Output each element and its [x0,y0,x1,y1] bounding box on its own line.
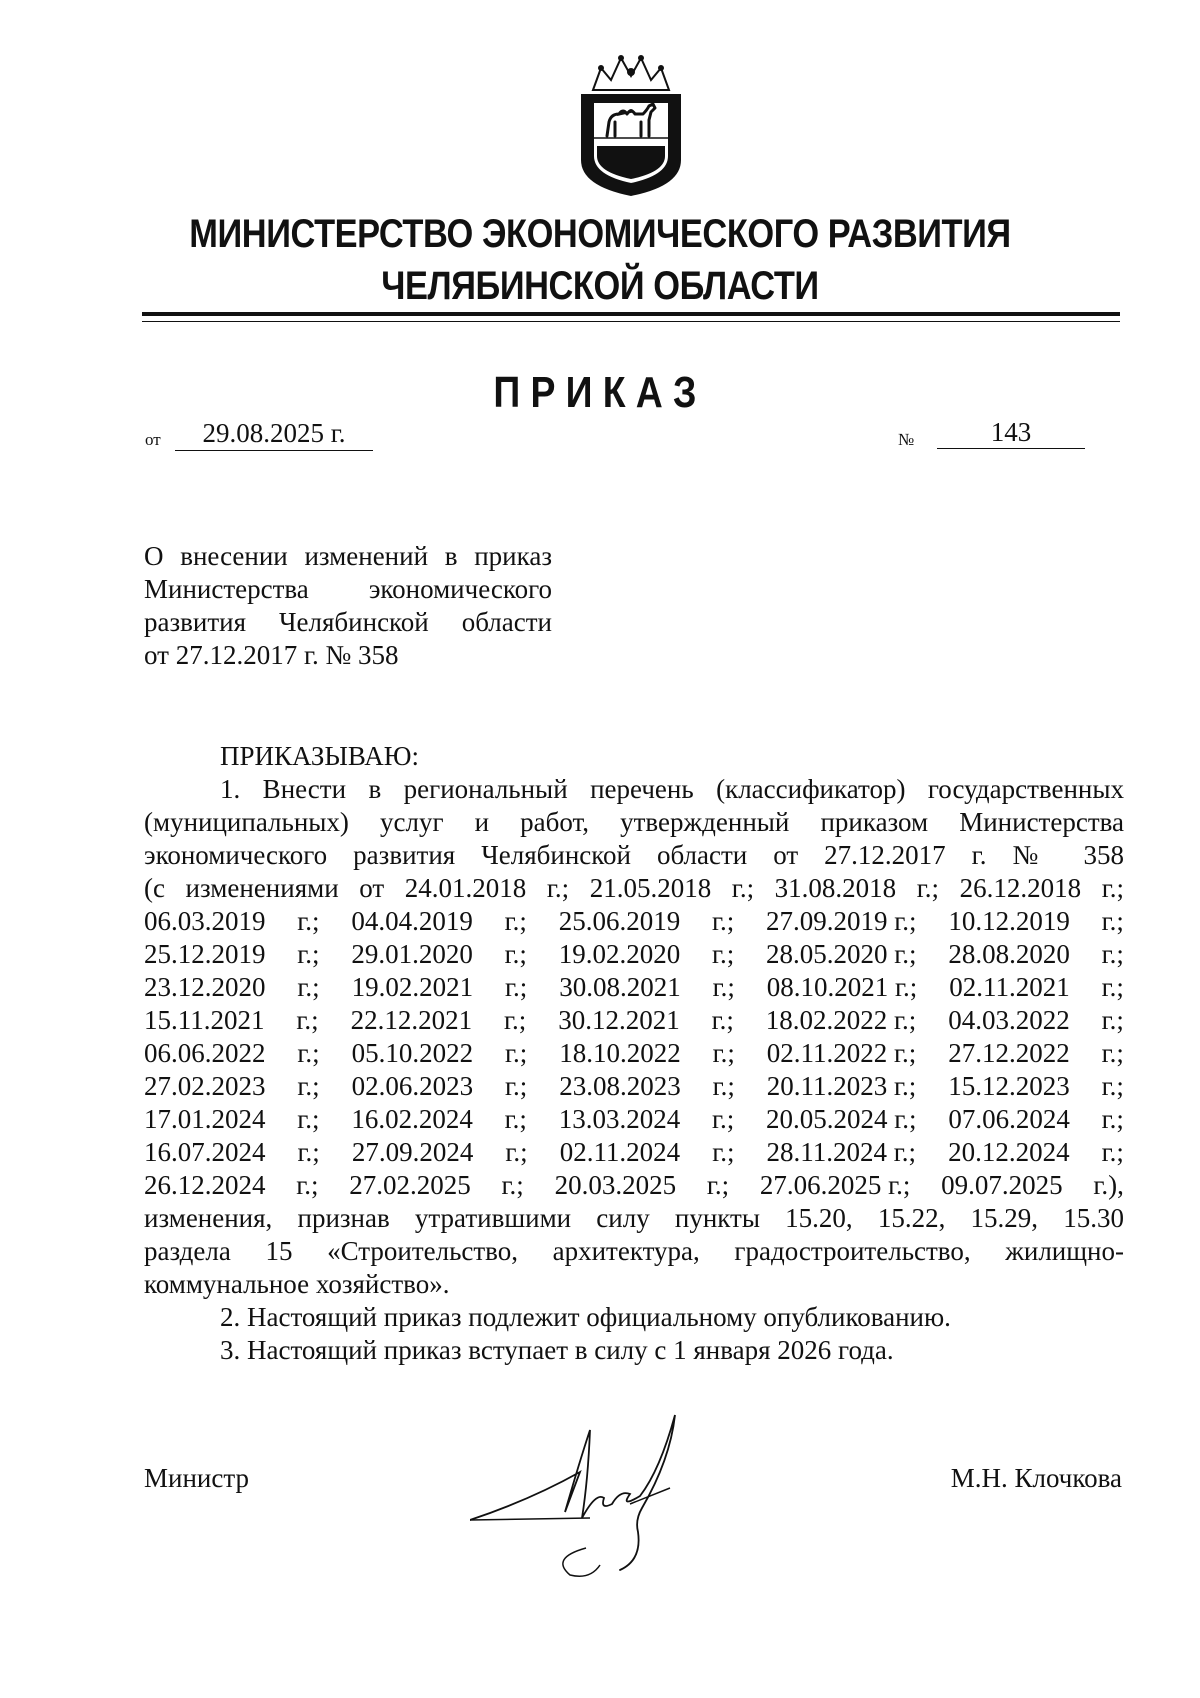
amendment-date-token: г.; [1101,1104,1124,1134]
amendment-date-token: 17.01.2024 [144,1104,266,1134]
amendment-date-token: 20.05.2024 г.; [766,1104,917,1134]
amendment-date-token: 23.12.2020 [144,972,266,1002]
amendment-date-token: 09.07.2025 [941,1170,1063,1200]
amendment-date-token: 27.12.2022 [948,1038,1070,1068]
paragraph-line: (с изменениями от 24.01.2018 г.; 21.05.2018 г.; 31.08.2018 г.; 26.12.2018 г.; [144,873,1124,903]
amendment-date-token: 13.03.2024 [558,1104,681,1134]
amendment-date-token: г.; [501,1170,524,1200]
amendment-dates-row [144,1004,1124,1037]
amendment-date-token: г.; [711,906,735,936]
amendment-date-token: 27.02.2025 [349,1170,471,1200]
amendment-dates-row [144,1103,1124,1136]
amendment-date-token: 27.09.2024 [351,1137,474,1167]
paragraph-line: (муниципальных) услуг и работ, утвержденный приказом Министерства [144,807,1124,837]
amendment-date-token: г.; [1101,939,1124,969]
amendment-date-token: 25.12.2019 [144,939,266,969]
amendment-date-token: 04.04.2019 [351,906,473,936]
amendment-date-token: 08.10.2021 г.; [766,972,918,1002]
amendment-date-token: 16.07.2024 [144,1137,266,1167]
amendment-date-token: 20.11.2023 г.; [766,1071,917,1101]
date-label: от [145,430,161,449]
amendment-date-token: 28.11.2024 г.; [766,1137,917,1167]
amendment-dates-row [144,1037,1124,1070]
amendment-date-token: 30.08.2021 [559,972,681,1002]
amendment-date-token: 06.03.2019 [144,906,266,936]
amendment-date-token: г.; [1101,906,1124,936]
amendment-date-token: г.; [711,1104,735,1134]
amendment-date-token: 19.02.2020 [558,939,681,969]
amendment-date-token: 15.12.2023 [948,1071,1070,1101]
paragraph-line: изменения, признав утратившими силу пункты 15.20, 15.22, 15.29, 15.30 [144,1203,1124,1233]
amendment-date-token: 02.11.2021 [949,972,1070,1002]
amendment-dates-row [144,971,1124,1004]
number-label: № [898,430,915,449]
amendment-date-token: 27.02.2023 [144,1071,266,1101]
amendment-date-token: 18.10.2022 [559,1038,681,1068]
amendment-date-token: 23.08.2023 [559,1071,681,1101]
amendment-date-token: г.; [296,1005,319,1035]
handwritten-signature [470,1400,730,1600]
amendment-date-token: г.; [504,1104,527,1134]
header-divider-thin [142,321,1120,322]
document-body [144,740,1124,1367]
amendment-date-token: 28.08.2020 [948,939,1070,969]
subject-line: Министерства экономического [144,574,552,604]
document-subject [144,540,552,672]
amendment-date-token: г.; [505,1038,528,1068]
paragraph-line: раздела 15 «Строительство, архитектура, градостроительство, жилищно- [144,1236,1124,1266]
amendment-date-token: г.; [296,1170,319,1200]
amendment-date-token: г.), [1093,1170,1124,1200]
amendment-date-token: 06.06.2022 [144,1038,266,1068]
signer-name: М.Н. Клочкова [950,1463,1122,1493]
subject-line: развития Челябинской области [144,607,552,637]
ministry-name-line2: ЧЕЛЯБИНСКОЙ ОБЛАСТИ [381,264,819,308]
amendment-date-token: г.; [706,1170,730,1200]
subject-line: от 27.12.2017 г. № 358 [144,640,399,670]
amendment-date-token: г.; [297,1104,320,1134]
amendment-date-token: 02.11.2022 г.; [766,1038,917,1068]
amendment-date-token: 16.02.2024 [351,1104,473,1134]
amendment-date-token: 19.02.2021 [351,972,474,1002]
amendment-date-token: г.; [297,939,320,969]
amendment-dates-row [144,905,1124,938]
amendment-date-token: 27.09.2019 г.; [766,906,917,936]
amendment-date-token: 28.05.2020 г.; [766,939,917,969]
paragraph-2: 2. Настоящий приказ подлежит официальному опубликованию. [220,1302,951,1332]
amendment-date-token: г.; [505,1071,528,1101]
amendment-date-token: г.; [297,1071,320,1101]
amendment-date-token: 20.12.2024 [948,1137,1070,1167]
amendment-date-token: г.; [505,972,528,1002]
amendment-dates-row [144,1136,1124,1169]
amendment-date-token: г.; [1101,1071,1124,1101]
amendment-date-token: 20.03.2025 [554,1170,677,1200]
amendment-date-token: 02.06.2023 [351,1071,474,1101]
amendment-date-token: г.; [711,939,735,969]
amendment-date-token: г.; [297,1038,320,1068]
amendment-date-token: 22.12.2021 [350,1005,473,1035]
amendment-date-token: 10.12.2019 [948,906,1070,936]
paragraph-3: 3. Настоящий приказ вступает в силу с 1 января 2026 года. [220,1335,894,1365]
ministry-name [170,208,1030,312]
amendment-date-token: 05.10.2022 [351,1038,474,1068]
amendment-date-token: 26.12.2024 [144,1170,266,1200]
order-word: ПРИКАЗЫВАЮ: [220,741,419,771]
amendment-date-token: г.; [1101,972,1124,1002]
amendment-date-token: г.; [504,939,527,969]
amendment-date-token: 27.06.2025 г.; [759,1170,911,1200]
amendment-date-token: 18.02.2022 г.; [765,1005,917,1035]
amendment-date-token: г.; [297,1137,320,1167]
amendment-date-token: г.; [712,1137,735,1167]
subject-line: О внесении изменений в приказ [144,541,552,571]
paragraph-1 [144,773,1124,1301]
document-type-title: ПРИКАЗ [493,368,707,417]
amendment-date-token: 29.01.2020 [351,939,473,969]
signer-position: Министр [144,1463,249,1493]
amendment-dates-row [144,938,1124,971]
amendment-date-token: г.; [297,906,320,936]
amendment-dates-row [144,1070,1124,1103]
document-date: 29.08.2025 г. [175,418,373,451]
amendment-date-token: г.; [504,906,527,936]
amendment-date-token: 07.06.2024 [948,1104,1070,1134]
amendment-date-token: г.; [297,972,320,1002]
amendment-date-token: г.; [712,1038,735,1068]
amendment-date-token: г.; [712,1071,735,1101]
paragraph-line: 1. Внести в региональный перечень (классификатор) государственных [220,774,1124,804]
amendment-date-token: г.; [711,1005,734,1035]
paragraph-line: экономического развития Челябинской области от 27.12.2017 г. № 358 [144,840,1124,870]
document-number: 143 [937,417,1085,449]
amendment-date-token: 30.12.2021 [558,1005,680,1035]
amendment-date-token: г.; [1101,1005,1124,1035]
amendment-date-token: г.; [1101,1038,1124,1068]
amendment-date-token: г.; [504,1005,527,1035]
amendment-dates-row [144,1169,1124,1202]
amendment-date-token: 02.11.2024 [559,1137,681,1167]
header-divider-thick [142,312,1120,316]
amendment-date-token: г.; [1101,1137,1124,1167]
amendment-date-token: г.; [712,972,735,1002]
amendment-date-token: 25.06.2019 [558,906,681,936]
amendment-date-token: 04.03.2022 [948,1005,1070,1035]
ministry-name-line1: МИНИСТЕРСТВО ЭКОНОМИЧЕСКОГО РАЗВИТИЯ [189,212,1011,256]
amendment-date-token: г.; [505,1137,528,1167]
coat-of-arms-emblem [571,50,691,198]
paragraph-line: коммунальное хозяйство». [144,1269,450,1299]
amendment-date-token: 15.11.2021 [144,1005,265,1035]
amendment-dates-list [144,905,1124,1202]
